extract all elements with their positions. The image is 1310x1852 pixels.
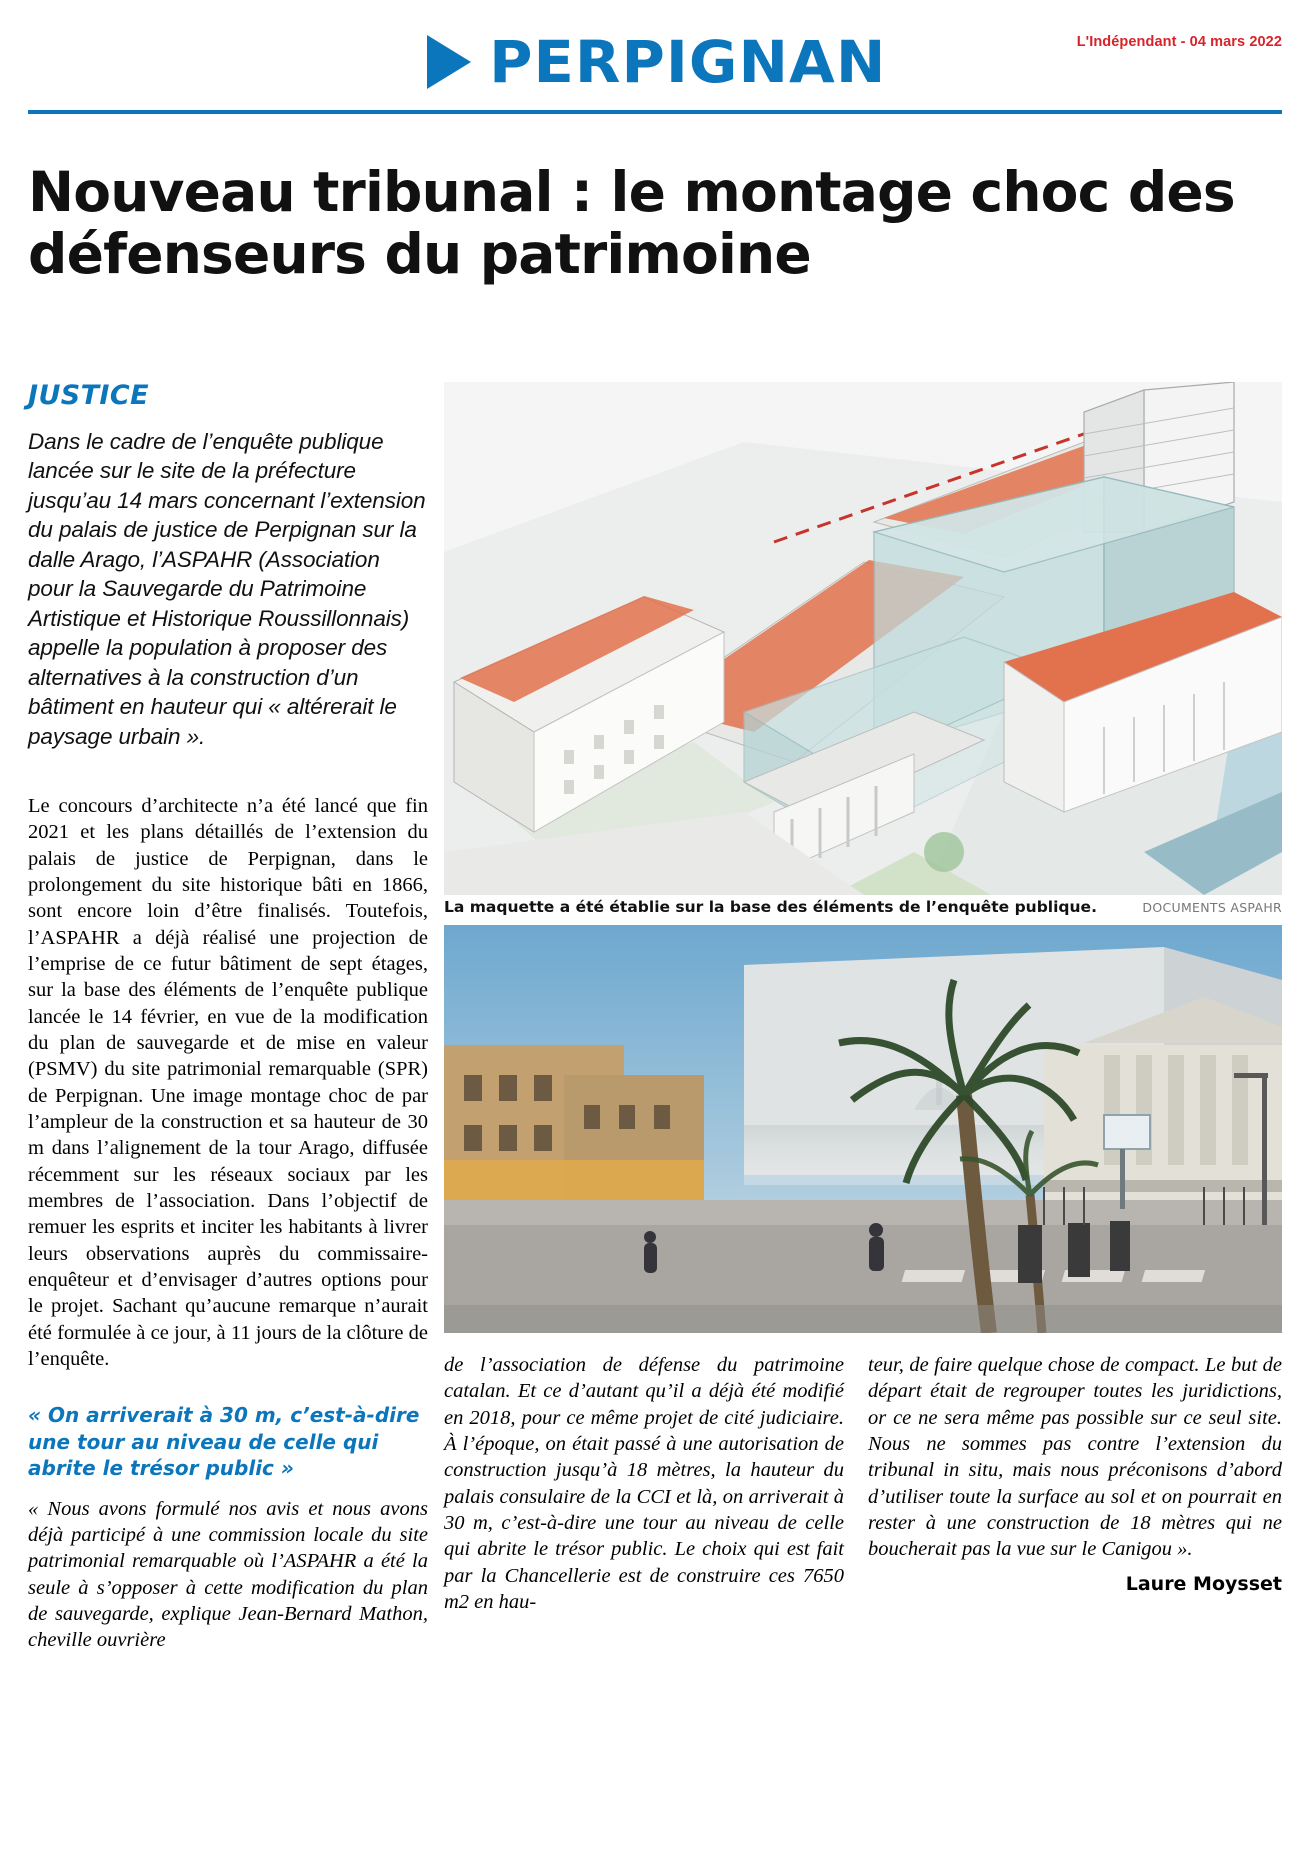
body-column-1 bbox=[28, 793, 428, 1372]
page-title: Nouveau tribunal : le montage choc des défenseurs du patrimoine bbox=[28, 160, 1235, 286]
body-column-2: de l’association de défense du patrimoine catalan. Et ce d’autant qu’il a déjà été modifié en 2018, pour ce même projet de cité judiciaire. À l’époque, on était passé à une autorisation de construction jusqu’à 18 mètres, la hauteur du palais consulaire de la CCI et là, on arriverait à 30 m, c’est-à-dire une tour au niveau de celle qui abrite le trésor public. Le choix qui est fait par la Chancellerie est de construire ces 7650 m2 en hau- bbox=[444, 1354, 844, 1613]
figure-caption: La maquette a été établie sur la base des éléments de l’enquête publique. bbox=[444, 898, 1097, 916]
body-column-3: teur, de faire quelque chose de compact. Le but de départ était de regrouper toutes les juridictions, or ce ne sera même pas possible sur ce seul site. Nous ne sommes pas contre l’extension du tribunal in situ, mais nous préconisons d’abord d’utiliser toute la surface au sol et on pourrait en rester à une construction de 18 mètres qui ne boucherait pas la vue sur le Canigou ». bbox=[868, 1354, 1282, 1561]
issue-date: L'Indépendant - 04 mars 2022 bbox=[1076, 34, 1282, 50]
model-illustration bbox=[444, 382, 1282, 895]
masthead bbox=[28, 26, 1282, 102]
triangle-play-icon bbox=[427, 35, 471, 89]
body-paragraph: Le concours d’architecte n’a été lancé que fin 2021 et les plans détaillés de l’extension du palais de justice de Perpignan, dans le prolongement du site historique bâti en 1866, sont encore loin d’être finalisés. Toutefois, l’ASPAHR a déjà réalisé une projection de l’emprise de ce futur bâtiment de sept étages, sur la base des éléments de l’enquête publique lancée le 14 février, en vue de la modification du plan de sauvegarde et de mise en valeur (PSMV) du site patrimonial remarquable (SPR) de Perpignan. Une image montage choc de par l’ampleur de la construction et sa hauteur de 30 m dans l’alignement de la tour Arago, diffusée récemment sur les réseaux sociaux par les membres de l’association. Dans l’objectif de remuer les esprits et inciter les habitants à livrer leurs observations auprès du commissaire-enquêteur et d’envisager d’autres options pour le projet. Sachant qu’aucune remarque n’aurait été formulée à ce jour, à 11 jours de la clôture de l’enquête. bbox=[28, 795, 428, 1371]
street-photo-montage bbox=[444, 925, 1282, 1333]
architectural-3d-model bbox=[444, 382, 1282, 895]
standfirst: Dans le cadre de l’enquête publique lancée sur le site de la préfecture jusqu’au 14 mars concernant l’extension du palais de justice de Perpignan sur la dalle Arago, l’ASPAHR (Association pour la Sauvegarde du Patrimoine Artistique et Historique Roussillonnais) appelle la population à proposer des alternatives à la construction d’un bâtiment en hauteur qui « altérerait le paysage urbain ». bbox=[28, 429, 426, 749]
masthead-title: PERPIGNAN bbox=[489, 28, 887, 96]
body-column-1-quote: « Nous avons formulé nos avis et nous avons déjà participé à une commission locale du site patrimonial remarquable où l’ASPAHR a été la seule à s’opposer à cette modification du plan de sauvegarde, explique Jean-Bernard Mathon, cheville ouvrière bbox=[28, 1497, 428, 1652]
figure-credit: DOCUMENTS ASPAHR bbox=[1142, 900, 1282, 915]
figure-caption-row bbox=[444, 898, 1282, 922]
left-column bbox=[28, 380, 428, 1654]
masthead-rule bbox=[28, 110, 1282, 114]
street-photo-illustration bbox=[444, 925, 1282, 1333]
right-column bbox=[868, 1352, 1282, 1595]
middle-column bbox=[444, 1352, 844, 1615]
section-kicker: JUSTICE bbox=[28, 380, 149, 411]
pull-quote: « On arriverait à 30 m, c’est-à-dire une tour au niveau de celle qui abrite le trésor public » bbox=[28, 1403, 420, 1481]
byline: Laure Moysset bbox=[1125, 1572, 1282, 1595]
